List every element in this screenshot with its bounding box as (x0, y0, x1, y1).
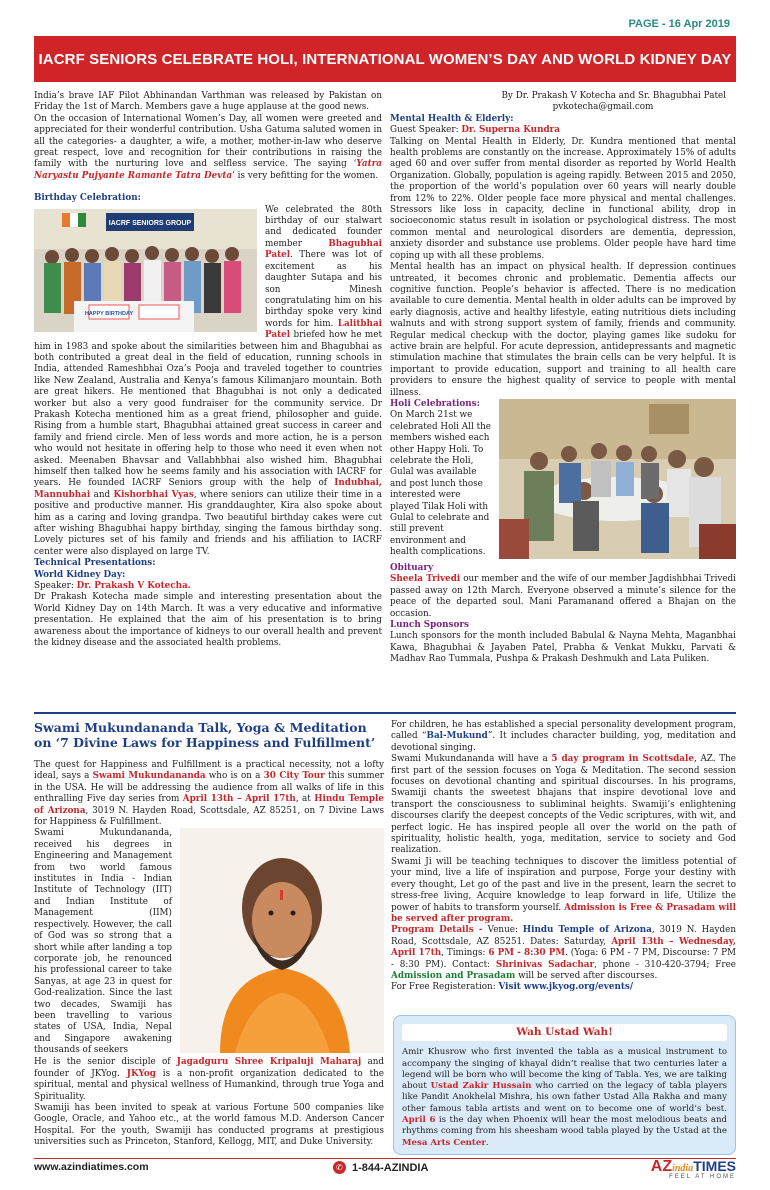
obituary-heading: Obituary (390, 562, 434, 573)
swami-left-column (34, 760, 384, 1149)
wah-ustad-box (393, 1015, 736, 1155)
swami-invited: Swamiji has been invited to speak at various Fortune 500 companies like Google, Oracle, and Yahoo etc., at the world famous M.D. Anderson Cancer Hospital. For the youth, Swamiji has conducted programs at prestigious universities such as Princeton, Stanford, Kellogg, MIT, and Duke University. (34, 1103, 384, 1148)
swami-disciple: He is the senior disciple of Jagadguru Shree Kripaluji Maharaj and founder of JKYog. JKYog is a non-profit organization dedicated to the spiritual, mental and physical wellness of Humankind, through true Yoga and Spirituality. (34, 1057, 384, 1102)
registration-link[interactable]: Visit www.jkyog.org/events/ (498, 982, 634, 993)
page-date: PAGE - 16 Apr 2019 (628, 18, 730, 30)
footer-tagline: FEEL AT HOME (669, 1174, 736, 1180)
lunch-heading: Lunch Sponsors (390, 620, 469, 630)
holi-photo-image (499, 399, 736, 559)
program-paragraph: Swami Mukundananda will have a 5 day program in Scottsdale, AZ. The first part of the session focuses on Yoga & Meditation. The second session focuses on devotional chanting and spiritual discourses. In his programs, Swamiji chants the sweetest bhajans that inspire devotional love and transport the consciousness to subliminal heights. Swamiji’s enlightening discourses clarify the deepest concepts of the Vedic scriptures, with wit, and perfect logic. He has inspired people all over the world on the path of spirituality, holistic health, yoga, meditation, service to society and God realization. (391, 754, 736, 856)
obituary-paragraph: Sheela Trivedi our member and the wife of our member Jagdishbhai Trivedi passed away on 12th March. Everyone observed a minute’s silence for the peace of the departed soul. Mani Paramanand offered a Bhajan on the occasion. (390, 574, 736, 619)
swami-title: Swami Mukundananda Talk, Yoga & Meditation on ‘7 Divine Laws for Happiness and Fulfillment’ (34, 720, 376, 750)
headline: IACRF SENIORS CELEBRATE HOLI, INTERNATIONAL WOMEN’S DAY AND WORLD KIDNEY DAY (38, 50, 732, 68)
holi-heading: Holi Celebrations: (390, 398, 480, 409)
techniques-paragraph: Swami Ji will be teaching techniques to discover the limitless potential of your mind, live a life of inspiration and purpose, Forge your destiny with every thought, Let go of the past and live in the present, learn the secret to stress-free living, Acquire knowledge to leap forward in life, Utilize the power of habits to transform yourself. Admission is Free & Prasadam will be served after program. (391, 856, 736, 924)
birthday-paragraph: We celebrated the 80th birthday of our stalwart and dedicated founder member Bhagubhai Patel. There was lot of excitement as his daughter Sutapa and his son Minesh congratulating him on his birthday spoke very kind words for him. Lalitbhai Patel briefed how he met him in 1983 and spoke about the similarities between him and Bhagubhai as both contributed a great deal in the field of education, running schools in India, attended Rameshbhai Oza’s Pooja and traveled together to countries like New Zealand, Australia and Kenya’s famous Kilimanjaro mountain. Both are great hikers. He mentioned that Bhagubhai is not only a dedicated worker but also a very good fundraiser for the community service. Dr Prakash Kotecha mentioned him as a great friend, philosopher and guide. Rising from a humble start, Bhagubhai attained great success in career and family and friend circle. Men of less words and more action, he is a person who would not hesitate in offering help to those who need it even when not asked. Meenaben Bhavsar and Vallabhbhai also wished him. Bhagubhai himself then talked how he seems family and his association with IACRF for years. He founded IACRF Seniors group with the help of Indubhai, Mannubhai and Kishorbhai Vyas, where seniors can utilize their time in a positive and productive manner. His granddaughter, Kira also spoke about him as a caring and loving grandpa. Two beautiful birthday cakes were cut after wishing Bhagubhai happy birthday, singing the famous birthday song. Lovely pictures set of his family and friends and his affiliation to IACRF center were also displayed on large TV. (34, 204, 382, 557)
wah-ustad-paragraph: Amir Khusrow who first invented the tabla as a musical instrument to accompany the singing of khayal didn’t realise that two centuries later a legend will be born who will become the king of Tabla. Yes, we are talking about Ustad Zakir Hussain who carried on the legacy of tabla players like Pandit Anokhelal Mishra, his own father Ustad Alla Rakha and many other famous tabla artists and went on to become one of world’s best. April 6 is the day when Phoenix will hear the most melodious beats and rhythms coming from his sheesham wood tabla played by the Ustad at the Mesa Arts Center. (402, 1047, 727, 1148)
footer-site[interactable]: www.azindiatimes.com (34, 1161, 149, 1173)
womens-day-paragraph: On the occasion of International Women’s Day, all women were greeted and appreciated for their wonderful contribution. Usha Gatuma saluted women in all the categories- a daughter, a wife, a mother, mother-in-law who deserve great respect, love and recognition for their contributions in raising the family with the nurturing love and selfless service. The saying ‘Yatra Naryastu Pujyante Ramante Tatra Devta’ is very befitting for the women. (34, 113, 382, 181)
kidney-speaker: Speaker: Dr. Prakash V Kotecha. (34, 581, 191, 592)
left-column (34, 91, 382, 650)
swami-intro: The quest for Happiness and Fulfillment is a practical necessity, not a lofty ideal, says a Swami Mukundananda who is on a 30 City Tour this summer in the USA. He will be addressing the audience from all walks of life in this enthralling Five day series from April 13th – April 17th, at Hindu Temple of Arizona, 3019 N. Hayden Road, Scottsdale, AZ 85251, on 7 Divine Laws for Happiness & Fulfillment. (34, 760, 384, 828)
right-column (390, 91, 736, 666)
swami-photo (180, 828, 384, 1053)
birthday-photo (34, 209, 257, 332)
author-email[interactable]: pvkotecha@gmail.com (552, 102, 654, 113)
footer-phone[interactable] (333, 1161, 428, 1174)
holi-paragraph: On March 21st we celebrated Holi All the members wished each other Happy Holi. To celebrate the Holi, Gulal was available and post lunch those interested were played Tilak Holi with Gulal to celebrate and still prevent environment and health complications. (390, 410, 491, 558)
swami-photo-image (180, 828, 384, 1053)
pilot-paragraph: India’s brave IAF Pilot Abhinandan Varthman was released by Pakistan on Friday the 1st of March. Members gave a huge applause at the good news. (34, 91, 382, 113)
wah-ustad-title: Wah Ustad Wah! (402, 1024, 727, 1041)
holi-photo (499, 399, 736, 559)
mental-health-heading: Mental Health & Elderly: (390, 113, 514, 124)
group-banner-text: IACRF SENIORS GROUP (108, 219, 192, 227)
swami-background: Swami Mukundananda, received his degrees in Engineering and Management from two world famous institutes in India - Indian Institute of Technology (IIT) and Indian Institute of Management (IIM) respectively. However, the call of God was so strong that a short while after landing a top corporate job, he renounced his professional career to take Sanyas, at age 23 in quest for God-realization. Since the last two decades, Swamiji has been travelling to various states of USA, India, Nepal and Singapore awakening thousands of seekers (34, 828, 172, 1056)
bal-mukund-paragraph: For children, he has established a special personality development program, called “Bal-Mukund”. It includes character building, yog, meditation and devotional singing. (391, 720, 736, 753)
lunch-paragraph: Lunch sponsors for the month included Babulal & Nayna Mehta, Maganbhai Kawa, Bhagubhai & Jayaben Patel, Prabha & Venkat Mukku, Parvati & Madhav Rao Tummala, Pushpa & Prakash Deshmukh and Lata Puliken. (390, 631, 736, 665)
mental-health-paragraph-1: Talking on Mental Health in Elderly, Dr. Kundra mentioned that mental health problems are constantly on the increase. Approximately 15% of adults aged 60 and over suffer from mental disorder as reported by World Health Organization. Globally, population is ageing rapidly. Between 2015 and 2050, the proportion of the world’s population over 60 years will nearly double from 12% to 22%. Older people face more physical and mental challenges. Stressors like loss in capacity, decline in functional ability, drop in socioeconomic status result in isolation or psychological distress. The most common mental and neurological disorders are dementia, depression, anxiety disorder and substance use problems. Older people have hard time coping up with all these problems. (390, 136, 736, 261)
swami-right-column (391, 720, 736, 994)
mental-health-paragraph-2: Mental health has an impact on physical health. If depression continues untreated, it becomes chronic and problematic. Dementia affects our cognitive function. People’s behavior is affected. There is no medication available to cure dementia. Mental health in older adults can be improved by early diagnosis, active and healthy lifestyle, eating nutritious diets including walnuts and with strong support system of family, friends and community. Regular medical checkup with the doctor, playing games like sudoku for active brain are helpful. For acute depression, antidepressants and magnetic stimulation machine that stimulates the brain cells can be very helpful. It is important to provide education, support and training to all health care providers to ensure the highest quality of service to people with mental illness. (390, 262, 736, 398)
birthday-heading: Birthday Celebration: (34, 193, 141, 204)
birthday-photo-image (34, 209, 257, 332)
footer-logo: AZindiaTIMES FEEL AT HOME (620, 1158, 736, 1180)
phone-icon: ✆ (333, 1161, 346, 1174)
program-details: Program Details - Venue: Hindu Temple of Arizona, 3019 N. Hayden Road, Scottsdale, AZ 85251. Dates: Saturday, April 13th – Wednesday, April 17th, Timings: 6 PM - 8:30 PM. (Yoga: 6 PM - 7 PM, Discourse: 7 PM - 8:30 PM). Contact: Shrinivas Sadachar, phone - 310-420-3794; Free Admission and Prasadam will be served after discourses. (391, 925, 737, 981)
headline-banner (34, 36, 736, 82)
phone-number: 1-844-AZINDIA (352, 1161, 429, 1174)
kidney-paragraph: Dr Prakash Kotecha made simple and interesting presentation about the World Kidney Day on 14th March. It was a very educative and informative presentation. He explained that the aim of his presentation is to bring awareness about the importance of kidneys to our overall health and prevent the kidney disease and the associated health problems. (34, 592, 382, 649)
technical-heading: Technical Presentations: (34, 558, 156, 569)
byline: By Dr. Prakash V Kotecha and Sr. Bhagubhai Patel (501, 91, 726, 101)
kidney-day-heading: World Kidney Day: (34, 569, 126, 580)
guest-speaker: Guest Speaker: Dr. Superna Kundra (390, 125, 560, 136)
registration-line: For Free Registeration: Visit www.jkyog.org/events/ (391, 982, 634, 993)
section-divider (34, 712, 736, 714)
cake-text: HAPPY BIRTHDAY (84, 310, 134, 317)
